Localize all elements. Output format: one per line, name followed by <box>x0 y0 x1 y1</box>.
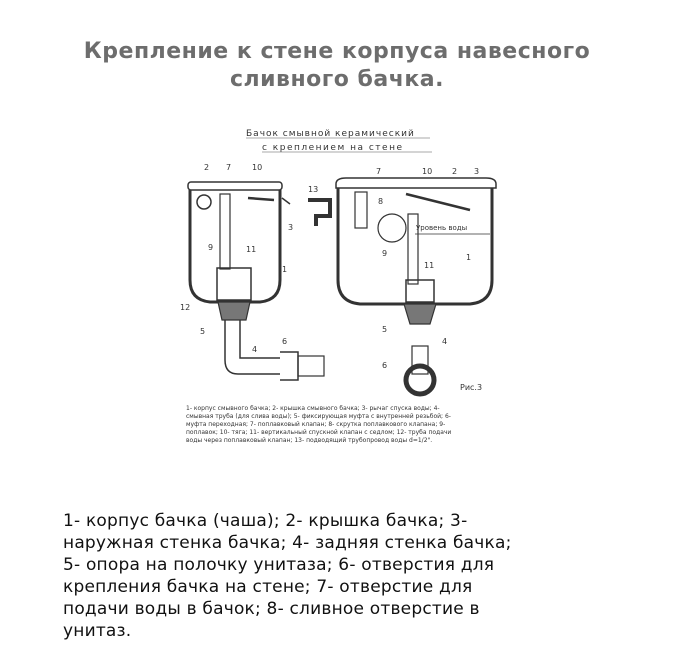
figure-header-line-2: с креплением на стене <box>262 143 404 153</box>
left-label-5: 5 <box>200 327 206 336</box>
left-lid <box>188 182 282 190</box>
water-level-label: Уровень воды <box>416 224 468 232</box>
left-body <box>190 190 280 302</box>
right-float <box>378 214 406 242</box>
title-line-2: сливного бачка. <box>229 67 445 92</box>
right-label-10: 10 <box>422 167 433 176</box>
right-lever <box>406 194 470 210</box>
right-nut <box>404 304 436 324</box>
left-lever <box>248 198 274 200</box>
right-label-6: 6 <box>382 361 388 370</box>
legend-line-5: воды через поплавковый клапан; 13- подводящий трубопровод воды d=1/2". <box>186 437 433 444</box>
right-label-4: 4 <box>442 337 448 346</box>
legend-line-4: поплавок; 10- тяга; 11- вертикальный спускной клапан с седлом; 12- труба подачи <box>186 429 452 436</box>
right-label-5: 5 <box>382 325 388 334</box>
caption-line-4: крепления бачка на стене; 7- отверстие для <box>63 577 473 597</box>
left-float <box>197 195 211 209</box>
left-label-7: 7 <box>226 163 232 172</box>
left-label-1: 1 <box>282 265 288 274</box>
right-label-9: 9 <box>382 249 388 258</box>
left-label-2: 2 <box>204 163 210 172</box>
figure-legend <box>186 405 451 444</box>
right-number-labels <box>308 167 482 392</box>
right-label-2: 2 <box>452 167 458 176</box>
left-label-10: 10 <box>252 163 263 172</box>
legend-line-2: смывная труба (для слива воды); 5- фиксирующая муфта с внутренней резьбой; 6- <box>186 413 451 420</box>
caption-line-2: наружная стенка бачка; 4- задняя стенка бачка; <box>63 533 512 553</box>
right-valve-seat <box>406 280 434 302</box>
left-label-12: 12 <box>180 303 191 312</box>
left-handle <box>282 198 290 204</box>
legend-line-1: 1- корпус смывного бачка; 2- крышка смывного бачка; 3- рычаг спуска воды; 4- <box>186 405 440 412</box>
left-valve <box>217 268 251 300</box>
right-inlet-pipe <box>308 200 330 226</box>
right-label-13: 13 <box>308 185 319 194</box>
left-overflow-tube <box>220 194 230 269</box>
right-label-1: 1 <box>466 253 472 262</box>
figure-label: Рис.3 <box>460 383 483 392</box>
left-pipe-end <box>298 356 324 376</box>
right-coupling-ring <box>406 366 434 394</box>
caption-line-6: унитаз. <box>63 621 132 641</box>
legend-line-3: муфта переходная; 7- поплавковый клапан; 8- скрутка поплавкового клапана; 9- <box>186 421 446 428</box>
right-label-11: 11 <box>424 261 435 270</box>
right-body <box>338 188 492 304</box>
left-nut <box>218 302 250 320</box>
caption-line-1: 1- корпус бачка (чаша); 2- крышка бачка; 3- <box>63 511 468 531</box>
figure-header-line-1: Бачок смывной керамический <box>246 129 415 139</box>
left-label-9: 9 <box>208 243 214 252</box>
cistern-diagram <box>170 120 510 460</box>
left-label-6: 6 <box>282 337 288 346</box>
right-cistern <box>308 178 496 394</box>
right-lid <box>336 178 496 188</box>
caption-text <box>63 510 623 642</box>
page-title <box>0 38 674 94</box>
left-label-3: 3 <box>288 223 294 232</box>
caption-line-3: 5- опора на полочку унитаза; 6- отверстия для <box>63 555 495 575</box>
title-line-1: Крепление к стене корпуса навесного <box>83 39 591 64</box>
right-label-8: 8 <box>378 197 384 206</box>
left-label-11: 11 <box>246 245 257 254</box>
left-label-4: 4 <box>252 345 258 354</box>
right-label-7: 7 <box>376 167 382 176</box>
right-fill-valve <box>355 192 367 228</box>
right-label-3: 3 <box>474 167 480 176</box>
caption-line-5: подачи воды в бачок; 8- сливное отверстие в <box>63 599 480 619</box>
left-number-labels <box>180 163 293 354</box>
left-coupling <box>280 352 298 380</box>
